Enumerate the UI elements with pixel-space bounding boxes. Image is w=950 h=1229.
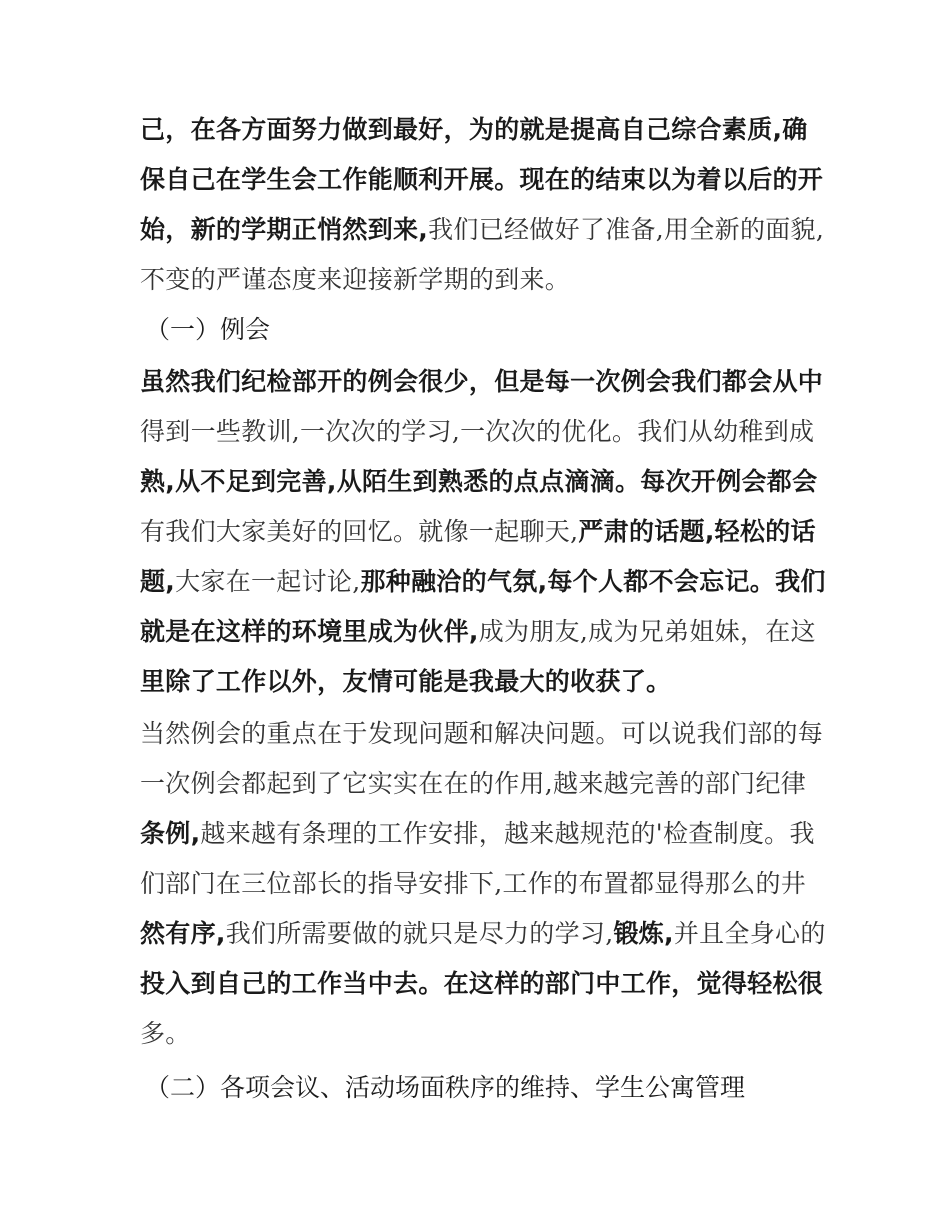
text-run: 始，新的学期正悄然到来, <box>140 215 429 244</box>
text-run: 然有序, <box>140 919 226 948</box>
text-line <box>140 768 806 801</box>
text-line <box>140 164 823 197</box>
text-line <box>140 264 570 297</box>
text-line <box>140 516 816 549</box>
text-run: 那种融洽的气氛,每个人都不会忘记。我们 <box>360 567 826 596</box>
text-line <box>140 718 823 751</box>
text-run: 我们所需要做的就只是尽力的学习, <box>225 919 614 948</box>
text-line <box>140 818 815 851</box>
text-run: 里除了工作以外，友情可能是我最大的收获了。 <box>140 667 672 696</box>
text-run: 题, <box>140 567 176 596</box>
text-run: 多。 <box>140 1019 191 1048</box>
text-line <box>140 616 816 649</box>
text-line <box>140 918 826 951</box>
text-run: 得到一些教训,一次次的学习,一次次的优化。我们从幼稚到成 <box>140 417 815 446</box>
text-run: 熟,从不足到完善,从陌生到熟悉的点点滴滴。每次开例会都会 <box>140 467 818 496</box>
section-heading-order-maintenance: （二）各项会议、活动场面秩序的维持、学生公寓管理 <box>145 1073 746 1102</box>
text-line <box>140 566 826 599</box>
text-line <box>140 214 824 247</box>
text-run: 我们已经做好了准备,用全新的面貌, <box>428 215 825 244</box>
text-line <box>140 1018 191 1051</box>
text-line <box>140 666 671 699</box>
text-run: 一次例会都起到了它实实在在的作用,越来越完善的部门纪律 <box>140 769 807 798</box>
text-run: 越来越有条理的工作安排，越来越规范的'检查制度。我 <box>200 819 815 848</box>
text-line <box>140 968 823 1001</box>
text-run: 们部门在三位部长的指导安排下,工作的布置都显得那么的井 <box>140 869 807 898</box>
text-run: 锻炼, <box>613 919 674 948</box>
text-run: 投入到自己的工作当中去。在这样的部门中工作，觉得轻松很 <box>140 969 824 998</box>
text-run: 大家在一起讨论, <box>175 567 361 596</box>
text-run: 严肃的话题,轻松的话 <box>578 517 816 546</box>
text-run: 当然例会的重点在于发现问题和解决问题。可以说我们部的每 <box>140 719 824 748</box>
text-run: 虽然我们纪检部开的例会很少，但是每一次例会我们都会从中 <box>140 367 824 396</box>
text-run: 就是在这样的环境里成为伙伴, <box>140 617 479 646</box>
text-line <box>140 114 808 147</box>
text-line <box>140 466 817 499</box>
section-heading-meeting: （一）例会 <box>145 315 271 344</box>
text-run: 条例, <box>140 819 201 848</box>
text-line <box>140 868 806 901</box>
text-run: 并且全身心的 <box>673 919 826 948</box>
text-run: 不变的严谨态度来迎接新学期的到来。 <box>140 265 571 294</box>
text-run: 己，在各方面努力做到最好，为的就是提高自己综合素质,确 <box>140 115 808 144</box>
text-run: 成为朋友,成为兄弟姐妹，在这 <box>478 617 816 646</box>
text-line <box>140 366 823 399</box>
text-line <box>140 416 814 449</box>
text-run: 有我们大家美好的回忆。就像一起聊天, <box>140 517 579 546</box>
text-run: 保自己在学生会工作能顺利开展。现在的结束以为着以后的开 <box>140 165 824 194</box>
